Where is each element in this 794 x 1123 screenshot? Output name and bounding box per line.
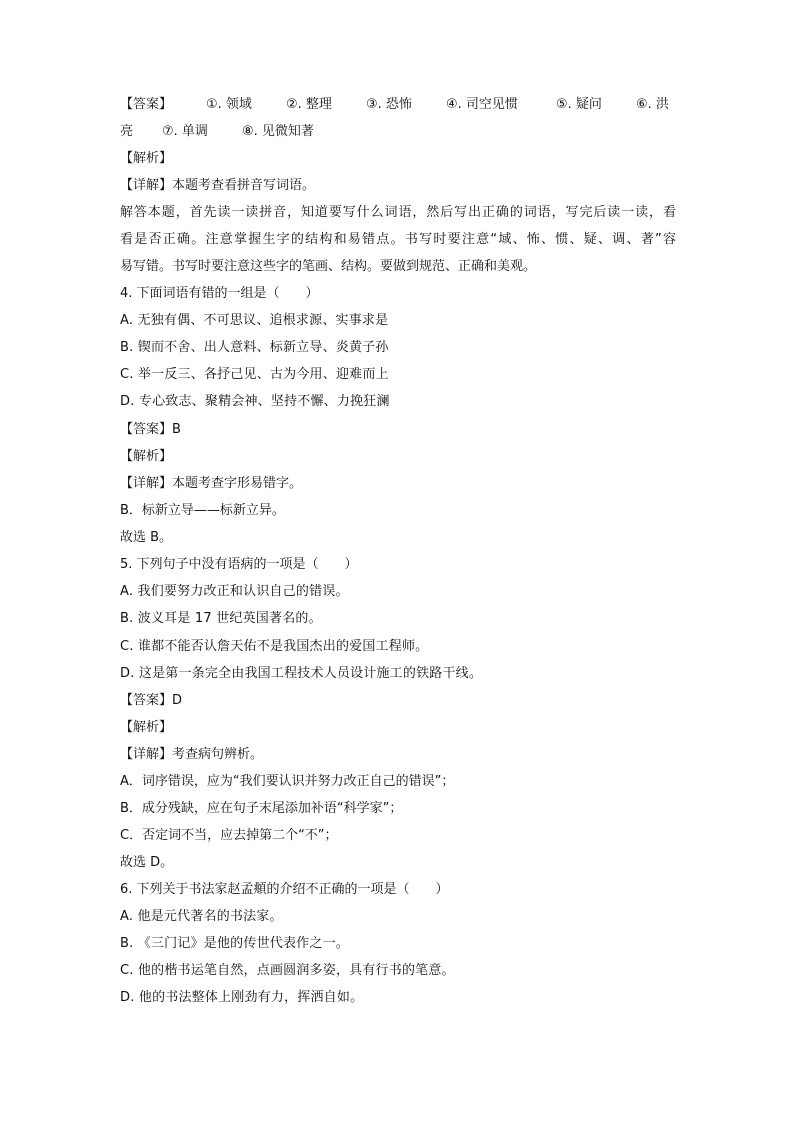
option-a: A. 他是元代著名的书法家。 bbox=[120, 909, 283, 924]
option-c: C. 他的楷书运笔自然，点画圆润多姿，具有行书的笔意。 bbox=[120, 963, 455, 978]
explain-line: 看是否正确。注意掌握生字的结构和易错点。书写时要注意“域、怖、惯、疑、调、著”容 bbox=[120, 232, 676, 247]
explain-line: A．词序错误，应为“我们要认识并努力改正自己的错误”； bbox=[120, 774, 455, 789]
explain-line: B．标新立导——标新立异。 bbox=[120, 503, 285, 518]
option-c: C. 谁都不能否认詹天佑不是我国杰出的爱国工程师。 bbox=[120, 639, 429, 654]
conclusion-line: 故选 D。 bbox=[120, 855, 174, 870]
question-stem: 4. 下面词语有错的一组是（ ） bbox=[120, 286, 319, 301]
option-d: D. 这是第一条完全由我国工程技术人员设计施工的铁路干线。 bbox=[120, 666, 483, 681]
detail-line: 【详解】本题考查看拼音写词语。 bbox=[120, 178, 316, 193]
answer-item: ③. 恐怖 bbox=[366, 97, 412, 112]
q3-answer-row-1 bbox=[120, 96, 680, 114]
answer-item: 亮 bbox=[120, 124, 134, 139]
answer-item: ⑧. 见微知著 bbox=[242, 124, 314, 139]
answer-item: ⑦. 单调 bbox=[162, 124, 208, 139]
analysis-tag: 【解析】 bbox=[120, 449, 173, 464]
question-stem: 5. 下列句子中没有语病的一项是（ ） bbox=[120, 557, 358, 572]
explain-line: 易写错。书写时要注意这些字的笔画、结构。要做到规范、正确和美观。 bbox=[120, 259, 537, 274]
explain-line: B．成分残缺，应在句子末尾添加补语“科学家”； bbox=[120, 801, 403, 816]
option-a: A. 我们要努力改正和认识自己的错误。 bbox=[120, 584, 349, 599]
explain-line: 解答本题，首先读一读拼音，知道要写什么词语，然后写出正确的词语，写完后读一读，看 bbox=[120, 205, 676, 220]
detail-line: 【详解】考查病句辨析。 bbox=[120, 747, 264, 762]
option-b: B. 锲而不舍、出人意料、标新立导、炎黄子孙 bbox=[120, 340, 389, 355]
question-stem: 6. 下列关于书法家赵孟頫的介绍不正确的一项是（ ） bbox=[120, 882, 449, 897]
explain-line: C．否定词不当，应去掉第二个“不”； bbox=[120, 828, 338, 843]
option-c: C. 举一反三、各抒己见、古为今用、迎难而上 bbox=[120, 367, 389, 382]
q3-answer-row-2 bbox=[120, 123, 680, 141]
analysis-tag: 【解析】 bbox=[120, 720, 173, 735]
answer-line: 【答案】B bbox=[120, 422, 181, 437]
answer-tag: 【答案】 bbox=[120, 97, 173, 112]
detail-line: 【详解】本题考查字形易错字。 bbox=[120, 476, 303, 491]
conclusion-line: 故选 B。 bbox=[120, 530, 173, 545]
analysis-tag: 【解析】 bbox=[120, 151, 173, 166]
option-a: A. 无独有偶、不可思议、追根求源、实事求是 bbox=[120, 313, 389, 328]
answer-item: ⑤. 疑问 bbox=[556, 97, 602, 112]
answer-item: ②. 整理 bbox=[286, 97, 332, 112]
option-b: B. 波义耳是 17 世纪英国著名的。 bbox=[120, 611, 322, 626]
answer-item: ⑥. 洪 bbox=[636, 97, 669, 112]
option-d: D. 他的书法整体上刚劲有力，挥洒自如。 bbox=[120, 990, 364, 1005]
answer-item: ④. 司空见惯 bbox=[446, 97, 518, 112]
option-b: B. 《三门记》是他的传世代表作之一。 bbox=[120, 936, 349, 951]
answer-line: 【答案】D bbox=[120, 693, 183, 708]
answer-item: ①. 领域 bbox=[206, 97, 252, 112]
option-d: D. 专心致志、聚精会神、坚持不懈、力挽狂澜 bbox=[120, 394, 390, 409]
